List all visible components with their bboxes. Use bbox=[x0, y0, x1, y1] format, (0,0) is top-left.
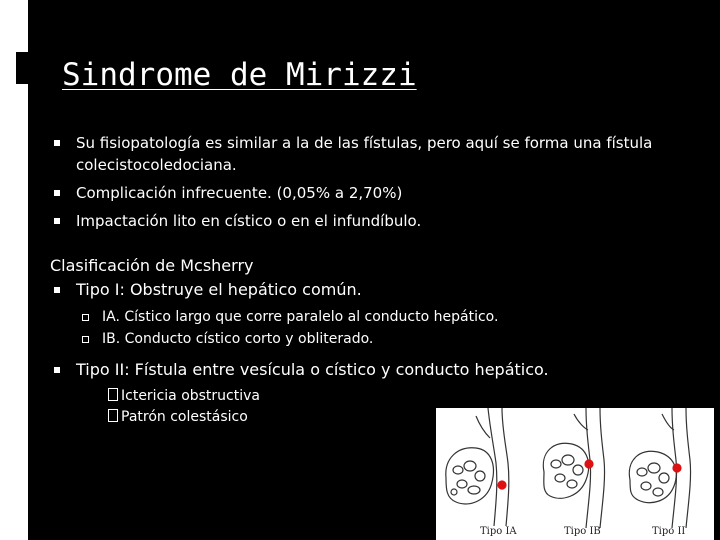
bullet-text: Su fisiopatología es similar a la de las fístulas, pero aquí se forma una fístula colecistocoledociana. bbox=[76, 134, 653, 174]
hollow-square-bullet-icon bbox=[82, 314, 89, 321]
missing-glyph-icon bbox=[108, 388, 118, 401]
stone-marker bbox=[673, 464, 681, 472]
square-bullet-icon bbox=[54, 140, 60, 146]
type2-item bbox=[50, 358, 670, 382]
stone-marker bbox=[585, 460, 593, 468]
square-bullet-icon bbox=[54, 287, 60, 293]
slide-title: Sindrome de Mirizzi bbox=[62, 57, 417, 93]
caption-tipo-ii: Tipo II bbox=[652, 526, 686, 537]
panel-tipo-ia bbox=[446, 408, 509, 526]
caption-tipo-ia: Tipo IA bbox=[480, 526, 517, 537]
mirizzi-diagram bbox=[436, 408, 714, 540]
type2-label: Tipo II: Fístula entre vesícula o cístico y conducto hepático. bbox=[76, 360, 549, 379]
bullet-text: Impactación lito en cístico o en el infundíbulo. bbox=[76, 212, 422, 230]
square-bullet-icon bbox=[54, 218, 60, 224]
mirizzi-types-figure bbox=[436, 408, 714, 540]
classification-heading: Clasificación de Mcsherry bbox=[50, 256, 254, 275]
bullet-text: Complicación infrecuente. (0,05% a 2,70%) bbox=[76, 184, 403, 202]
stone-marker bbox=[498, 481, 506, 489]
sub-bullet-item bbox=[50, 328, 670, 350]
slide-edge-block bbox=[16, 52, 28, 84]
caption-tipo-ib: Tipo IB bbox=[564, 526, 601, 537]
panel-tipo-ii bbox=[629, 408, 690, 528]
sub-bullet-text: Ictericia obstructiva bbox=[121, 388, 260, 404]
sub-bullet-text: IB. Conducto cístico corto y obliterado. bbox=[102, 331, 374, 347]
square-bullet-icon bbox=[54, 367, 60, 373]
bullet-item bbox=[50, 210, 670, 232]
square-bullet-icon bbox=[54, 190, 60, 196]
sub-bullet-text: Patrón colestásico bbox=[121, 409, 248, 425]
slide-content bbox=[50, 132, 670, 428]
type1-item bbox=[50, 278, 670, 302]
hollow-square-bullet-icon bbox=[82, 336, 89, 343]
sub-bullet-item bbox=[50, 306, 670, 328]
sub-bullet-text: IA. Cístico largo que corre paralelo al conducto hepático. bbox=[102, 309, 499, 325]
bullet-item bbox=[50, 182, 670, 204]
bullet-item bbox=[50, 132, 670, 176]
type1-label: Tipo I: Obstruye el hepático común. bbox=[76, 280, 362, 299]
missing-glyph-icon bbox=[108, 409, 118, 422]
sub-bullet-item bbox=[50, 386, 670, 407]
panel-tipo-ib bbox=[543, 408, 604, 528]
